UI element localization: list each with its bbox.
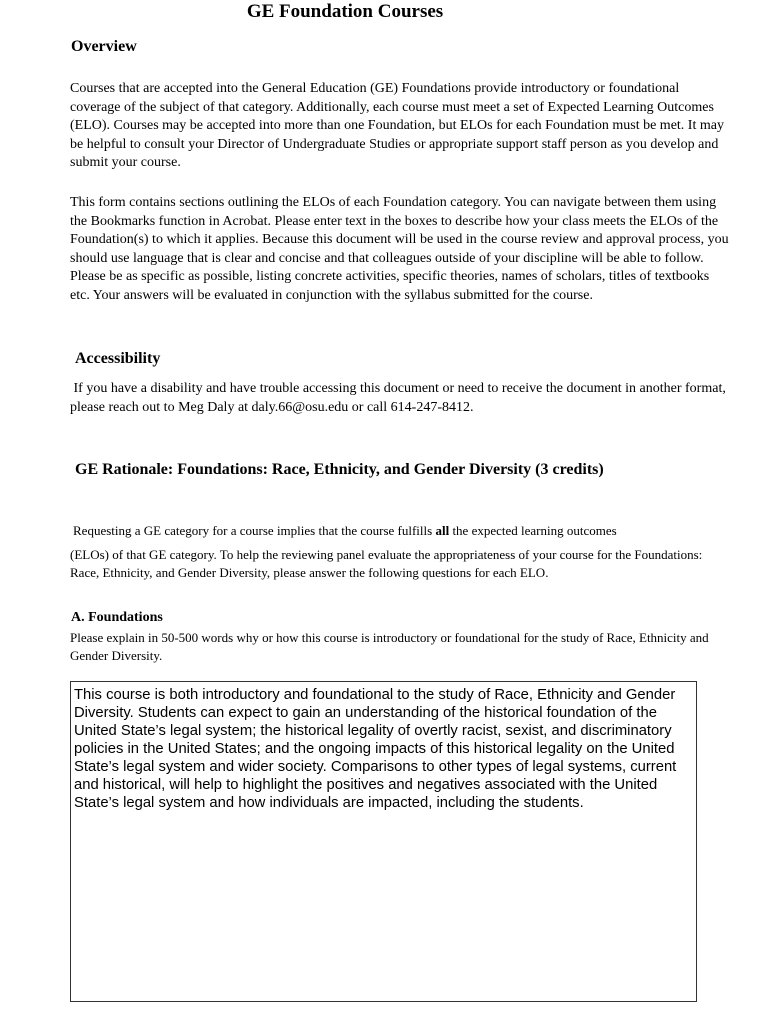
page-title: GE Foundation Courses: [246, 1, 444, 22]
rationale-intro-bold: all: [435, 523, 450, 538]
rationale-intro: [70, 522, 730, 582]
section-a-heading: A. Foundations: [71, 610, 163, 625]
accessibility-paragraph: [70, 380, 730, 417]
section-a-prompt: Please explain in 50-500 words why or how this course is introductory or foundational for the study of Race, Ethnicity and Gender Diversity.: [70, 630, 709, 663]
accessibility-text: If you have a disability and have trouble accessing this document or need to receive the document in another format, please reach out to Meg Daly at daly.66@osu.edu or call 614-247-8412.: [70, 381, 726, 415]
rationale-intro-line-1: [70, 522, 730, 540]
section-a-answer-field[interactable]: [70, 681, 697, 1002]
rationale-intro-after: the expected learning outcomes: [449, 523, 617, 538]
section-a-answer-text[interactable]: This course is both introductory and foundational to the study of Race, Ethnicity and Gender Diversity. Students can expect to gain an understanding of the historical foundation of the United State’s legal system; the historical legality of overtly racist, sexist, and discriminatory policies in the United States; and the ongoing impacts of this historical legality on the United State’s legal system and wider society. Comparisons to other types of legal systems, current and historical, will help to highlight the positives and negatives associated with the United State’s legal system and how individuals are impacted, including the students.: [74, 687, 677, 811]
rationale-intro-rest: (ELOs) of that GE category. To help the reviewing panel evaluate the appropriateness of your course for the Foundations: Race, Ethnicity, and Gender Diversity, please answer the following questions for each ELO.: [70, 547, 703, 580]
overview-heading: Overview: [71, 38, 137, 55]
overview-paragraph-2: This form contains sections outlining the ELOs of each Foundation category. You can navigate between them using the Bookmarks function in Acrobat. Please enter text in the boxes to describe how your class meets the ELOs of the Foundation(s) to which it applies. Because this document will be used in the course review and approval process, you should use language that is clear and concise and that colleagues outside of your discipline will be able to follow. Please be as specific as possible, listing concrete activities, specific theories, names of scholars, titles of textbooks etc. Your answers will be evaluated in conjunction with the syllabus submitted for the course.: [70, 195, 729, 303]
rationale-intro-before: Requesting a GE category for a course implies that the course fulfills: [73, 523, 436, 538]
rationale-heading: GE Rationale: Foundations: Race, Ethnicity, and Gender Diversity (3 credits): [75, 461, 604, 478]
accessibility-heading: Accessibility: [75, 350, 161, 367]
overview-paragraph-1: Courses that are accepted into the General Education (GE) Foundations provide introductory or foundational coverage of the subject of that category. Additionally, each course must meet a set of Expected Learning Outcomes (ELO). Courses may be accepted into more than one Foundation, but ELOs for each Foundation must be met. It may be helpful to consult your Director of Undergraduate Studies or appropriate support staff person as you develop and submit your course.: [70, 81, 724, 171]
